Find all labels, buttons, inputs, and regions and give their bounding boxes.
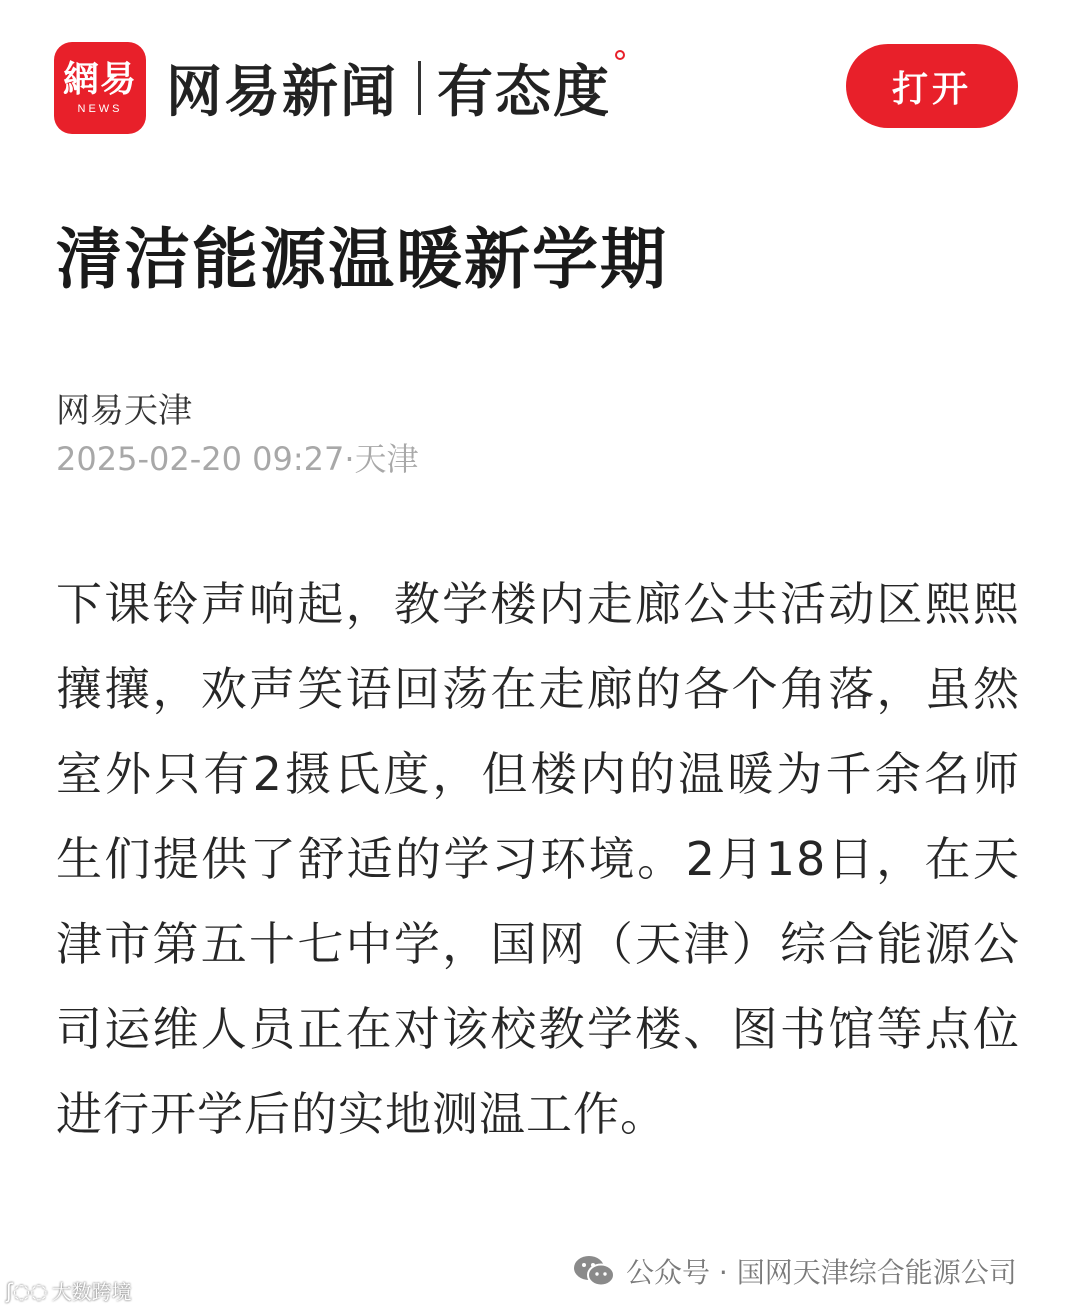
brand	[166, 48, 611, 128]
article-source[interactable]: 网易天津	[56, 391, 192, 431]
article-body: 下课铃声响起，教学楼内走廊公共活动区熙熙攘攘，欢声笑语回荡在走廊的各个角落，虽然室外只有2摄氏度，但楼内的温暖为千余名师生们提供了舒适的学习环境。2月18日，在天津市第五十七中学，国网（天津）综合能源公司运维人员正在对该校教学楼、图书馆等点位进行开学后的实地测温工作。	[56, 577, 1020, 1141]
brand-divider	[418, 61, 421, 115]
wechat-icon	[572, 1253, 616, 1289]
logo-text: 網易	[62, 59, 137, 100]
brand-slogan-text: 有态度	[437, 60, 611, 125]
netease-news-logo[interactable]	[54, 42, 146, 134]
watermark-left	[6, 1276, 132, 1305]
slogan-dot-icon	[615, 50, 625, 60]
watermark-logo-icon: ʃ◌◌	[6, 1278, 48, 1303]
brand-slogan	[437, 48, 611, 128]
watermark-right-text: 公众号 · 国网天津综合能源公司	[626, 1256, 1017, 1289]
brand-name: 网易新闻	[166, 60, 398, 125]
app-header	[0, 0, 1076, 175]
logo-subtext: NEWS	[77, 103, 123, 115]
open-app-button[interactable]: 打开	[846, 44, 1018, 128]
article-title: 清洁能源温暖新学期	[56, 221, 668, 298]
article-meta: 2025-02-20 09:27·天津	[56, 440, 419, 478]
watermark-right	[572, 1248, 1017, 1294]
watermark-left-text: 大数跨境	[51, 1280, 132, 1304]
